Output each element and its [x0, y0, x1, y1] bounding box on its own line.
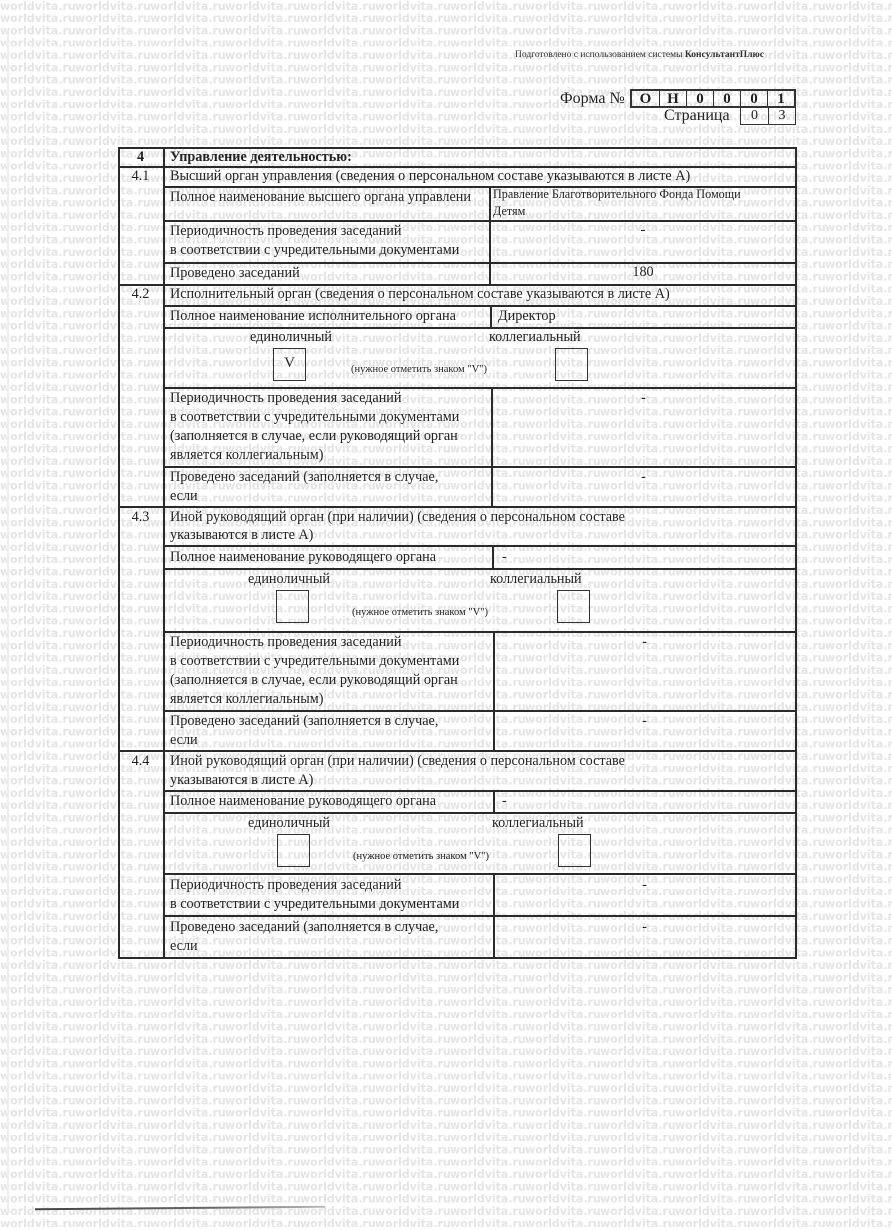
sole-label: единоличный	[250, 329, 332, 345]
row-divider	[163, 873, 797, 875]
field-label: Периодичность проведения заседаний	[170, 390, 402, 406]
subsection-number: 4.4	[131, 753, 150, 769]
field-label: если	[170, 938, 198, 954]
field-value: Детям	[493, 204, 526, 218]
form-code-box	[630, 89, 796, 108]
sole-label: единоличный	[248, 815, 330, 831]
form-code-cell: О	[639, 91, 652, 107]
form-code-cell: 0	[740, 91, 767, 106]
prepared-text: Подготовлено с использованием системы	[515, 50, 683, 60]
footer-rule	[35, 1206, 325, 1211]
table-border-right	[795, 147, 797, 959]
form-number-label: Форма №	[560, 90, 625, 107]
subsection-number: 4.2	[131, 286, 150, 302]
collegial-label: коллегиальный	[490, 571, 582, 587]
checkbox-hint: (нужное отметить знаком "V")	[352, 607, 488, 618]
label-value-divider	[492, 545, 494, 568]
field-label: в соответствии с учредительными документами	[170, 409, 460, 425]
field-value: -	[642, 634, 647, 650]
sole-label: единоличный	[248, 571, 330, 587]
field-label: Полное наименование высшего органа управлени	[170, 189, 471, 205]
field-label: в соответствии с учредительными документами	[170, 653, 460, 669]
subsection-title: Исполнительный орган (сведения о персональном составе указываются в листе А)	[170, 286, 670, 302]
field-value: -	[502, 793, 507, 809]
field-label: (заполняется в случае, если руководящий орган	[170, 428, 458, 444]
field-label: Полное наименование руководящего органа	[170, 793, 437, 809]
section-number: 4	[136, 149, 145, 165]
subsection-title: Иной руководящий орган (при наличии) (сведения о персональном составе	[170, 753, 625, 769]
field-label: Периодичность проведения заседаний	[170, 223, 402, 239]
field-label: является коллегиальным)	[170, 691, 324, 707]
collegial-label: коллегиальный	[489, 329, 581, 345]
field-value: -	[502, 549, 507, 565]
field-label: (заполняется в случае, если руководящий орган	[170, 672, 458, 688]
subsection-title: Иной руководящий орган (при наличии) (сведения о персональном составе	[170, 509, 625, 525]
prepared-brand: КонсультантПлюс	[684, 50, 764, 60]
form-code-cell: 0	[713, 91, 740, 106]
number-column-divider	[163, 147, 165, 959]
field-label: Проведено заседаний (заполняется в случае,	[170, 469, 439, 485]
field-value: -	[642, 877, 647, 893]
prepared-with-note	[515, 49, 764, 61]
field-label: Полное наименование исполнительного органа	[170, 308, 456, 324]
field-label: Проведено заседаний (заполняется в случае,	[170, 919, 439, 935]
subsection-title: указываются в листе А)	[170, 772, 314, 788]
page-number-box	[740, 107, 796, 125]
page-number-cell: 0	[750, 108, 758, 123]
collegial-checkbox[interactable]	[557, 590, 590, 623]
page-number-cell: 3	[768, 107, 795, 124]
collegial-checkbox[interactable]	[555, 348, 588, 381]
label-value-divider	[493, 790, 495, 812]
table-border-left	[118, 147, 120, 959]
field-value: -	[642, 713, 647, 729]
field-label: Периодичность проведения заседаний	[170, 877, 402, 893]
row-divider	[118, 957, 797, 959]
field-label: в соответствии с учредительными документами	[170, 242, 460, 258]
subsection-title: указываются в листе А)	[170, 527, 314, 543]
field-value: 180	[632, 264, 654, 280]
subsection-title: Высший орган управления (сведения о персональном составе указываются в листе А)	[170, 168, 691, 184]
section-title: Управление деятельностью:	[170, 149, 352, 165]
form-code-cell: Н	[659, 91, 686, 106]
field-label: Проведено заседаний (заполняется в случае,	[170, 713, 439, 729]
subsection-number: 4.3	[131, 509, 150, 525]
field-label: Проведено заседаний	[170, 265, 300, 281]
sole-checkbox[interactable]	[276, 590, 309, 623]
field-label: Полное наименование руководящего органа	[170, 549, 437, 565]
field-label: если	[170, 732, 198, 748]
field-value: -	[641, 390, 646, 406]
subsection-number: 4.1	[131, 168, 150, 184]
collegial-checkbox[interactable]	[558, 834, 591, 867]
collegial-label: коллегиальный	[492, 815, 584, 831]
field-value: -	[641, 469, 646, 485]
form-code-cell: 0	[686, 91, 713, 106]
field-value: Правление Благотворительного Фонда Помощи	[493, 187, 741, 201]
field-label: в соответствии с учредительными документами	[170, 896, 460, 912]
checkbox-hint: (нужное отметить знаком "V")	[351, 364, 487, 375]
page-label: Страница	[664, 107, 730, 124]
sole-checkbox[interactable]	[277, 834, 310, 867]
row-divider	[163, 915, 797, 917]
field-label: Периодичность проведения заседаний	[170, 634, 402, 650]
row-divider	[163, 545, 797, 547]
checkbox-hint: (нужное отметить знаком "V")	[353, 851, 489, 862]
field-value: -	[642, 919, 647, 935]
field-label: является коллегиальным)	[170, 447, 324, 463]
field-value: Директор	[498, 308, 556, 324]
form-code-cell: 1	[767, 91, 794, 106]
sole-checkbox[interactable]: V	[273, 348, 306, 381]
label-value-divider	[490, 305, 492, 327]
field-value: -	[640, 222, 646, 238]
field-label: если	[170, 488, 198, 504]
